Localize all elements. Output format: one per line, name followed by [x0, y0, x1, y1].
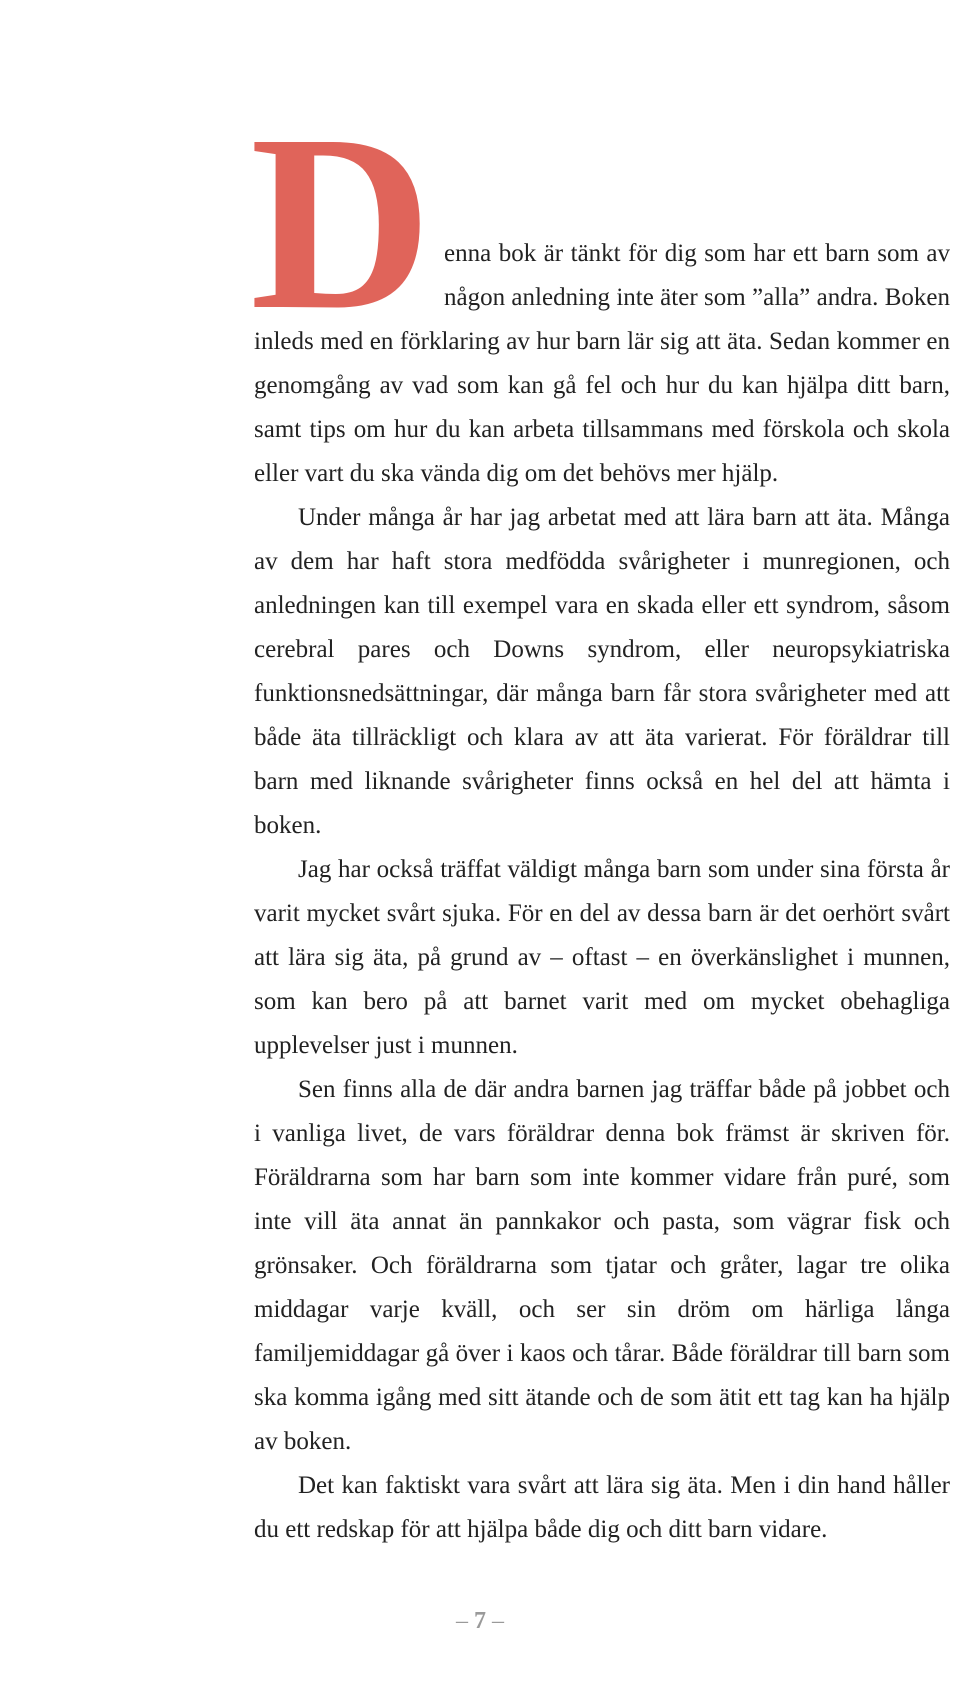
page-number-footer [0, 1608, 960, 1635]
paragraph-4: Sen finns alla de där andra barnen jag träffar både på jobbet och i vanliga livet, de vars föräldrar denna bok främst är skriven för. Föräldrarna som har barn som inte kommer vidare från puré, som inte vill äta annat än pannkakor och pasta, som vägrar fisk och grönsaker. Och föräldrarna som tjatar och gråter, lagar tre olika middagar varje kväll, och ser sin dröm om härliga långa familjemiddagar gå över i kaos och tårar. Både föräldrar till barn som ska komma igång med sitt ätande och de som ätit ett tag kan ha hjälp av boken. [254, 1076, 950, 1455]
paragraph-5: Det kan faktiskt vara svårt att lära sig äta. Men i din hand håller du ett redskap för att hjälpa både dig och ditt barn vidare. [254, 1472, 950, 1543]
paragraph-1: enna bok är tänkt för dig som har ett barn som av någon anledning inte äter som ”alla” andra. Boken inleds med en förklaring av hur barn lär sig att äta. Sedan kommer en genomgång av vad som kan gå fel och hur du kan hjälpa ditt barn, samt tips om hur du kan arbeta tillsammans med förskola och skola eller vart du ska vända dig om det behövs mer hjälp. [254, 240, 950, 487]
paragraph-2: Under många år har jag arbetat med att lära barn att äta. Många av dem har haft stora medfödda svårigheter i munregionen, och anledningen kan till exempel vara en skada eller ett syndrom, såsom cerebral pares och Downs syndrom, eller neuropsykiatriska funktionsnedsättningar, där många barn får stora svårigheter med att både äta tillräckligt och klara av att äta varierat. För föräldrar till barn med liknande svårigheter finns också en hel del att hämta i boken. [254, 504, 950, 839]
drop-cap-container [250, 82, 444, 362]
folio-dash-right: – [492, 1608, 504, 1634]
page-number: 7 [474, 1608, 486, 1634]
drop-cap-letter: D [250, 82, 432, 362]
body-text [250, 82, 950, 1552]
folio-dash-left: – [456, 1608, 468, 1634]
paragraph-3: Jag har också träffat väldigt många barn som under sina första år varit mycket svårt sjuka. För en del av dessa barn är det oerhört svårt att lära sig äta, på grund av – oftast – en överkänslighet i munnen, som kan bero på att barnet varit med om mycket obehagliga upplevelser just i munnen. [254, 856, 950, 1059]
